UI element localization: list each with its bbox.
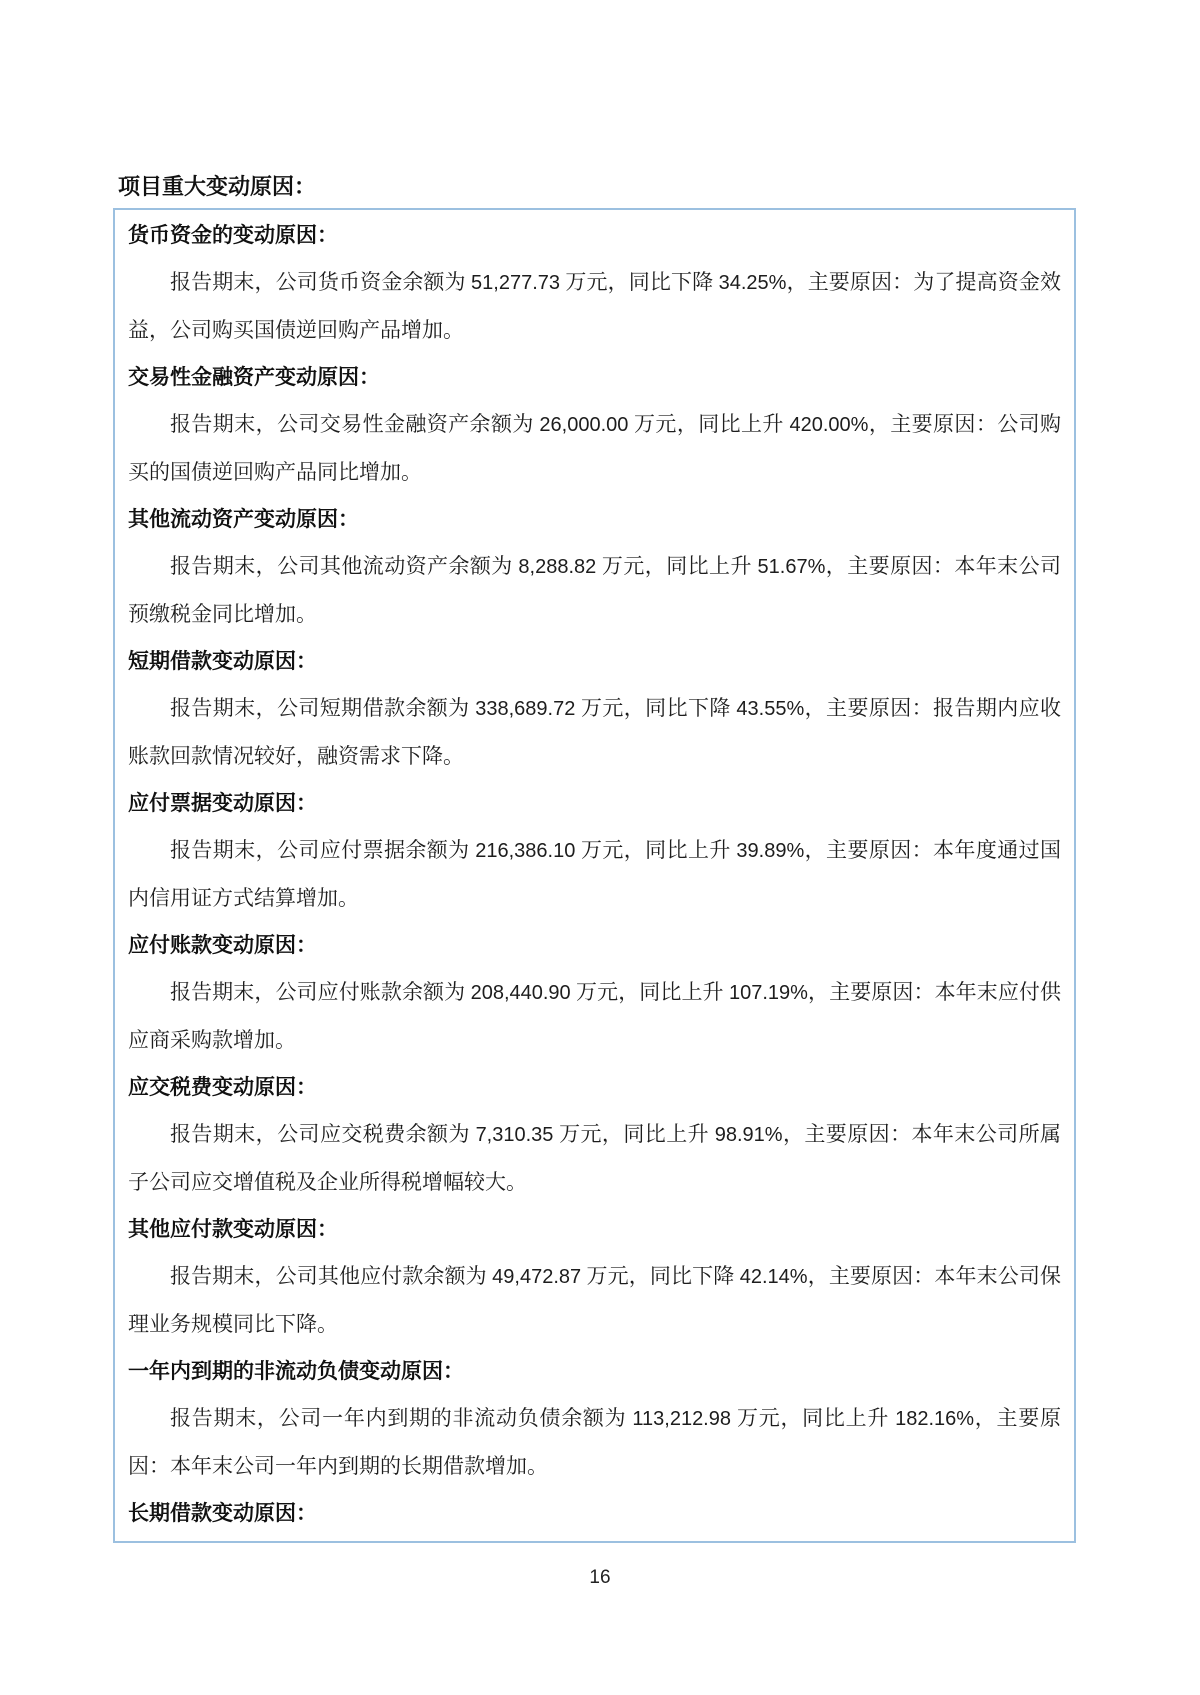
section-paragraph: 报告期末，公司其他流动资产余额为 8,288.82 万元，同比上升 51.67%，主要原因：本年末公司预缴税金同比增加。 [128,554,1062,626]
section-paragraph: 报告期末，公司一年内到期的非流动负债余额为 113,212.98 万元，同比上升 182.16%，主要原因：本年末公司一年内到期的长期借款增加。 [128,1406,1062,1478]
section-paragraph: 报告期末，公司短期借款余额为 338,689.72 万元，同比下降 43.55%，主要原因：报告期内应收账款回款情况较好，融资需求下降。 [128,696,1062,768]
reason-section [128,1064,1061,1206]
section-paragraph: 报告期末，公司货币资金余额为 51,277.73 万元，同比下降 34.25%，主要原因：为了提高资金效益，公司购买国债逆回购产品增加。 [128,270,1062,342]
reason-section [128,1490,1061,1537]
section-heading: 应付账款变动原因： [128,934,317,957]
section-paragraph: 报告期末，公司应付票据余额为 216,386.10 万元，同比上升 39.89%，主要原因：本年度通过国内信用证方式结算增加。 [128,838,1062,910]
section-heading: 一年内到期的非流动负债变动原因： [128,1360,464,1383]
reason-section [128,922,1061,1064]
section-heading: 交易性金融资产变动原因： [128,366,380,389]
section-heading: 应付票据变动原因： [128,792,317,815]
section-heading: 短期借款变动原因： [128,650,317,673]
section-heading: 应交税费变动原因： [128,1076,317,1099]
reason-section [128,638,1061,780]
section-heading: 长期借款变动原因： [128,1502,317,1525]
page-title: 项目重大变动原因： [118,174,317,199]
section-paragraph: 报告期末，公司应付账款余额为 208,440.90 万元，同比上升 107.19%，主要原因：本年末应付供应商采购款增加。 [128,980,1062,1052]
reason-section [128,780,1061,922]
page-number: 16 [589,1567,611,1588]
reason-section [128,212,1061,354]
major-change-reasons-box [113,208,1076,1543]
section-heading: 其他流动资产变动原因： [128,508,359,531]
reason-section [128,1348,1061,1490]
reason-section [128,354,1061,496]
reason-section [128,496,1061,638]
section-paragraph: 报告期末，公司交易性金融资产余额为 26,000.00 万元，同比上升 420.00%，主要原因：公司购买的国债逆回购产品同比增加。 [128,412,1062,484]
section-paragraph: 报告期末，公司应交税费余额为 7,310.35 万元，同比上升 98.91%，主要原因：本年末公司所属子公司应交增值税及企业所得税增幅较大。 [128,1122,1062,1194]
section-paragraph: 报告期末，公司其他应付款余额为 49,472.87 万元，同比下降 42.14%，主要原因：本年末公司保理业务规模同比下降。 [128,1264,1062,1336]
section-heading: 其他应付款变动原因： [128,1218,338,1241]
reason-section [128,1206,1061,1348]
section-heading: 货币资金的变动原因： [128,224,338,247]
